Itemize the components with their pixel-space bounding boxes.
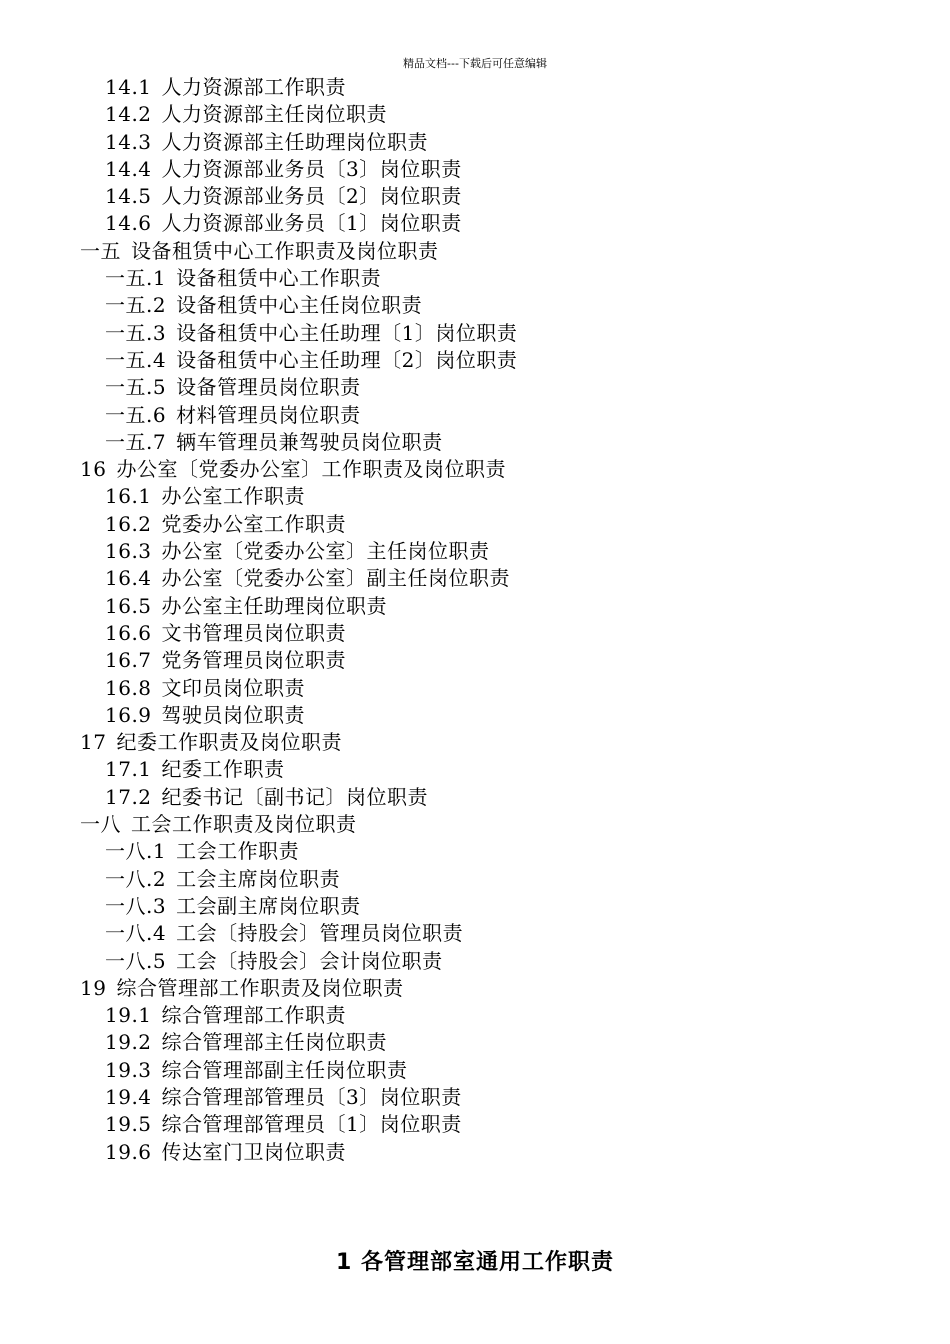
toc-subsection-entry [80,483,900,510]
toc-subsection-entry [80,838,900,865]
page-header-note: 精品文档---下载后可任意编辑 [403,57,547,70]
toc-entry-number: 14.1 [105,75,152,99]
toc-subsection-entry [80,593,900,620]
toc-entry-title: 设备租赁中心主任助理〔2〕岗位职责 [176,347,518,372]
toc-subsection-entry [80,210,900,237]
toc-entry-number: 19.2 [105,1030,152,1055]
toc-entry-number: 16 [80,457,107,482]
toc-subsection-entry [80,1111,900,1138]
toc-subsection-entry [80,1057,900,1084]
toc-entry-title: 设备租赁中心工作职责及岗位职责 [131,238,439,263]
toc-entry-title: 党委办公室工作职责 [161,511,347,536]
toc-entry-number: 一八.3 [105,893,167,918]
section-heading: 1 各管理部室通用工作职责 [336,1250,614,1275]
toc-entry-title: 综合管理部管理员〔3〕岗位职责 [161,1084,462,1109]
toc-subsection-entry [80,1029,900,1056]
toc-subsection-entry [80,74,900,101]
toc-subsection-entry [80,101,900,128]
toc-entry-number: 一五.3 [105,320,167,345]
toc-subsection-entry [80,320,900,347]
toc-entry-number: 19.3 [105,1057,152,1082]
toc-entry-number: 一五 [80,238,121,263]
toc-entry-number: 19 [80,975,107,1000]
toc-entry-number: 14.2 [105,102,152,127]
toc-entry-title: 工会主席岗位职责 [176,866,341,891]
toc-entry-title: 设备租赁中心主任岗位职责 [176,293,423,318]
toc-entry-title: 党务管理员岗位职责 [161,648,347,673]
toc-entry-title: 工会工作职责及岗位职责 [131,812,357,837]
toc-entry-number: 一五.6 [105,402,167,427]
toc-entry-title: 传达室门卫岗位职责 [161,1139,347,1164]
toc-subsection-entry [80,1002,900,1029]
toc-entry-number: 一八.4 [105,921,167,946]
toc-subsection-entry [80,893,900,920]
toc-entry-number: 19.5 [105,1112,152,1137]
toc-entry-number: 17 [80,730,107,755]
toc-entry-number: 一八.1 [105,839,167,864]
toc-entry-number: 一五.5 [105,375,167,400]
toc-entry-number: 16.1 [105,484,152,509]
toc-entry-title: 工会副主席岗位职责 [176,893,361,918]
toc-entry-number: 14.5 [105,184,152,209]
toc-entry-title: 人力资源部业务员〔3〕岗位职责 [161,156,462,181]
toc-entry-title: 办公室主任助理岗位职责 [161,593,388,618]
toc-entry-number: 19.6 [105,1139,152,1164]
toc-entry-number: 16.9 [105,702,152,727]
toc-entry-title: 人力资源部主任岗位职责 [161,102,388,127]
toc-entry-title: 办公室〔党委办公室〕工作职责及岗位职责 [116,457,506,482]
toc-entry-number: 17.1 [105,757,152,782]
toc-subsection-entry [80,565,900,592]
toc-entry-title: 材料管理员岗位职责 [176,402,361,427]
toc-section-entry [80,729,900,756]
toc-subsection-entry [80,948,900,975]
toc-entry-title: 工会〔持股会〕管理员岗位职责 [176,921,464,946]
toc-entry-number: 一五.7 [105,429,167,454]
toc-entry-number: 一五.4 [105,347,167,372]
toc-entry-number: 16.3 [105,539,152,564]
toc-entry-number: 一八 [80,812,121,837]
toc-subsection-entry [80,620,900,647]
toc-entry-title: 文印员岗位职责 [161,675,306,700]
toc-entry-title: 办公室工作职责 [161,484,306,509]
toc-subsection-entry [80,129,900,156]
toc-subsection-entry [80,183,900,210]
toc-entry-title: 工会工作职责 [176,839,300,864]
toc-section-entry [80,456,900,483]
toc-entry-title: 工会〔持股会〕会计岗位职责 [176,948,443,973]
toc-section-entry [80,238,900,265]
toc-subsection-entry [80,429,900,456]
toc-entry-number: 19.4 [105,1084,152,1109]
toc-subsection-entry [80,756,900,783]
toc-entry-number: 一八.2 [105,866,167,891]
toc-subsection-entry [80,784,900,811]
toc-entry-title: 辆车管理员兼驾驶员岗位职责 [176,429,443,454]
toc-subsection-entry [80,374,900,401]
toc-entry-title: 设备租赁中心主任助理〔1〕岗位职责 [176,320,518,345]
toc-entry-number: 16.6 [105,620,152,645]
toc-section-entry [80,811,900,838]
toc-entry-number: 16.7 [105,648,152,673]
toc-entry-number: 16.8 [105,675,152,700]
toc-subsection-entry [80,920,900,947]
toc-entry-title: 纪委书记〔副书记〕岗位职责 [161,784,429,809]
toc-entry-title: 综合管理部工作职责及岗位职责 [116,975,404,1000]
toc-entry-number: 19.1 [105,1003,152,1028]
toc-subsection-entry [80,156,900,183]
toc-entry-title: 综合管理部工作职责 [161,1003,347,1028]
toc-entry-title: 办公室〔党委办公室〕主任岗位职责 [161,539,490,564]
toc-entry-number: 14.6 [105,211,152,236]
toc-entry-title: 设备租赁中心工作职责 [176,266,382,291]
toc-subsection-entry [80,292,900,319]
toc-subsection-entry [80,1084,900,1111]
toc-subsection-entry [80,265,900,292]
toc-entry-number: 一五.2 [105,293,167,318]
toc-entry-number: 16.4 [105,566,152,591]
toc-entry-title: 设备管理员岗位职责 [176,375,361,400]
toc-entry-title: 人力资源部业务员〔2〕岗位职责 [161,184,462,209]
toc-entry-title: 文书管理员岗位职责 [161,620,347,645]
table-of-contents [80,74,900,1166]
toc-entry-title: 人力资源部主任助理岗位职责 [161,129,429,154]
toc-entry-title: 办公室〔党委办公室〕副主任岗位职责 [161,566,511,591]
toc-subsection-entry [80,347,900,374]
toc-entry-title: 人力资源部业务员〔1〕岗位职责 [161,211,462,236]
toc-entry-number: 16.5 [105,593,152,618]
toc-entry-title: 驾驶员岗位职责 [161,702,306,727]
toc-entry-number: 14.3 [105,129,152,154]
toc-entry-title: 人力资源部工作职责 [161,75,347,99]
toc-entry-number: 17.2 [105,784,152,809]
toc-subsection-entry [80,1139,900,1166]
toc-entry-number: 一八.5 [105,948,167,973]
toc-subsection-entry [80,538,900,565]
toc-entry-number: 16.2 [105,511,152,536]
toc-subsection-entry [80,647,900,674]
toc-entry-title: 综合管理部主任岗位职责 [161,1030,388,1055]
toc-entry-title: 纪委工作职责及岗位职责 [116,730,342,755]
toc-subsection-entry [80,702,900,729]
toc-subsection-entry [80,402,900,429]
toc-subsection-entry [80,675,900,702]
toc-entry-number: 14.4 [105,156,152,181]
toc-entry-title: 综合管理部管理员〔1〕岗位职责 [161,1112,462,1137]
toc-subsection-entry [80,866,900,893]
toc-subsection-entry [80,511,900,538]
toc-section-entry [80,975,900,1002]
toc-entry-title: 纪委工作职责 [161,757,285,782]
toc-entry-number: 一五.1 [105,266,167,291]
toc-entry-title: 综合管理部副主任岗位职责 [161,1057,408,1082]
